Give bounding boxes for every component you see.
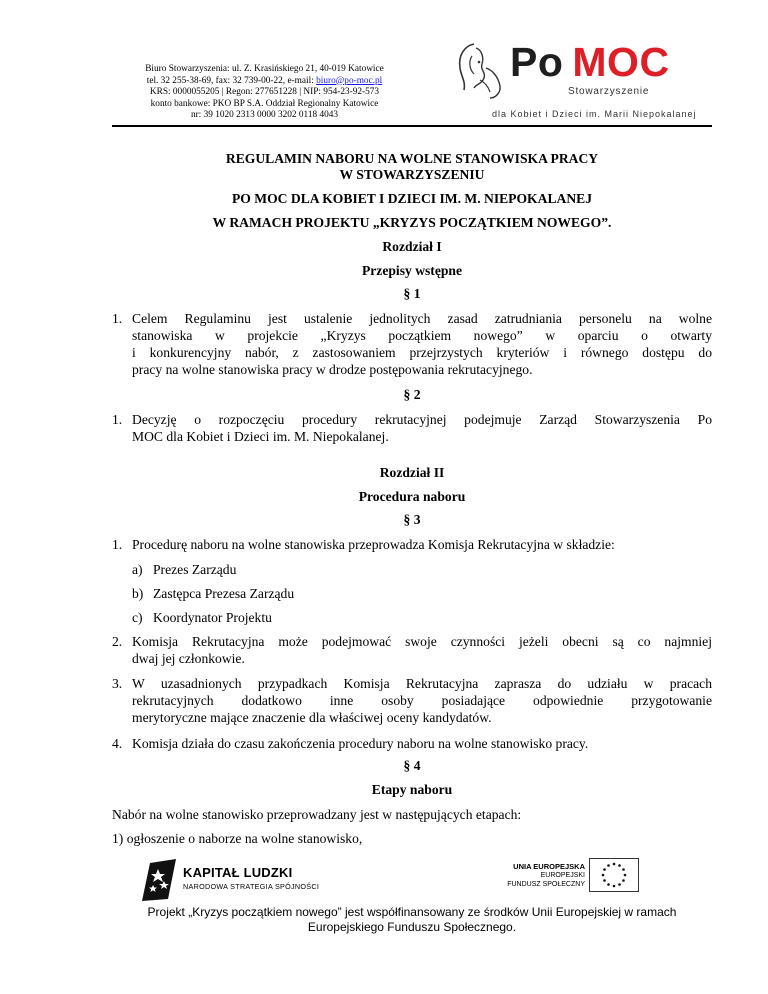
section-3-paragraph-1: 1. Procedurę naboru na wolne stanowiska przeprowadza Komisja Rekrutacyjna w składzie: [112,537,615,552]
header-divider [112,125,712,127]
section-3-paragraph-4: 4. Komisja działa do czasu zakończenia procedury naboru na wolne stanowisko pracy. [112,736,589,751]
pomoc-logo [510,38,670,86]
organization-info [112,64,417,122]
section-4-item-1: 1) ogłoszenie o naborze na wolne stanowisko, [112,831,363,846]
face-logo-icon [452,40,508,102]
kapital-ludzki-logo-icon [138,855,180,903]
document-title-3: PO MOC DLA KOBIET I DZIECI IM. M. NIEPOKALANEJ [231,191,593,206]
section-4-heading: § 4 [403,758,421,773]
list-item: b) Zastępca Prezesa Zarządu [132,586,295,601]
cofinancing-note: Projekt „Kryzys początkiem nowego” jest współfinansowany ze środków Unii Europejskiej w ramach Europejskiego Funduszu Społecznego. [147,905,677,934]
logo-po: Po [510,39,564,85]
list-item: c) Koordynator Projektu [132,610,272,625]
kapital-ludzki-subtitle: NARODOWA STRATEGIA SPÓJNOŚCI [183,882,320,891]
section-2-heading: § 2 [403,387,421,402]
section-1-paragraph-1: 1. Celem Regulaminu jest ustalenie jednolitych zasad zatrudniania personelu na wolne stanowiska w projekcie „Kryzys początkiem nowego” w oparciu o otwarty i konkurencyjny nabór, z zastosowaniem przejrzystych kryteriów i równego dostępu do pracy na wolne stanowiska pracy w drodze postępowania rekrutacyjnego. [112,311,712,377]
section-3-paragraph-3: 3. W uzasadnionych przypadkach Komisja Rekrutacyjna zaprasza do udziału w pracach rekrutacyjnych dodatkowo inne osoby posiadające odpowiednie przygotowanie merytoryczne mające znaczenie dla właściwej oceny kandydatów. [112,676,712,725]
section-3-heading: § 3 [403,512,421,527]
account-line: nr: 39 1020 2313 0000 3202 0118 4043 [190,110,339,121]
document-title-4: W RAMACH PROJEKTU „KRYZYS POCZĄTKIEM NOWEGO”. [212,215,612,230]
chapter-2-title: Rozdział II [379,465,445,480]
eu-flag-icon [589,858,639,892]
contact-line: tel. 32 255-38-69, fax: 32 739-00-22, e-mail: biuro@po-moc.pl [146,75,383,86]
address-line: Biuro Stowarzyszenia: ul. Z. Krasińskiego 21, 40-019 Katowice [145,64,384,74]
section-1-heading: § 1 [403,286,421,301]
chapter-1-name: Przepisy wstępne [361,263,463,278]
list-item: a) Prezes Zarządu [132,562,237,577]
document-title-2: W STOWARZYSZENIU [339,167,485,182]
logo-subtitle: Stowarzyszenie [568,86,650,97]
chapter-1-title: Rozdział I [382,239,442,254]
email-link[interactable]: biuro@po-moc.pl [316,75,383,86]
bank-line: konto bankowe: PKO BP S.A. Oddział Regionalny Katowice [150,98,379,109]
document-title-1: REGULAMIN NABORU NA WOLNE STANOWISKA PRACY [225,151,599,166]
chapter-2-name: Procedura naboru [358,489,466,504]
section-4-name: Etapy naboru [371,782,453,797]
section-4-intro: Nabór na wolne stanowisko przeprowadzany jest w następujących etapach: [112,807,522,822]
logo-tagline: dla Kobiet i Dzieci im. Marii Niepokalanej [492,109,697,119]
eu-text: UNIA EUROPEJSKA EUROPEJSKI FUNDUSZ SPOŁECZNY [507,862,585,888]
section-3-paragraph-2: 2. Komisja Rekrutacyjna może podejmować swoje czynności jeżeli obecni są co najmniej dwaj jej członkowie. [112,634,712,666]
logo-moc: MOC [572,39,670,85]
section-2-paragraph-1: 1. Decyzję o rozpoczęciu procedury rekrutacyjnej podejmuje Zarząd Stowarzyszenia Po MOC dla Kobiet i Dzieci im. M. Niepokalanej. [112,412,712,444]
kapital-ludzki-title: KAPITAŁ LUDZKI [183,865,293,880]
registry-line: KRS: 0000055205 | Regon: 277651228 | NIP: 954-23-92-573 [149,87,380,98]
